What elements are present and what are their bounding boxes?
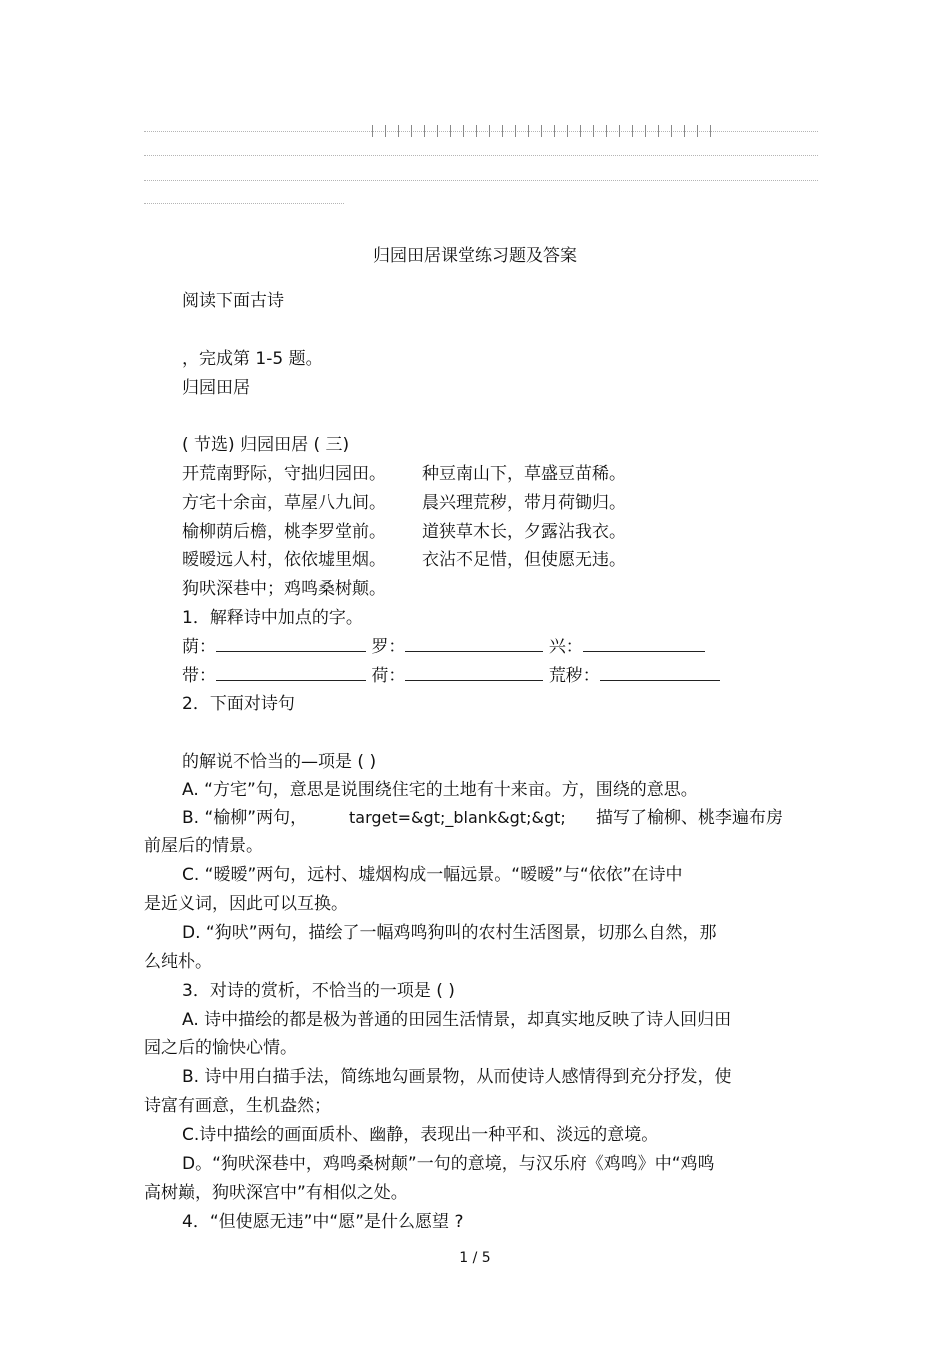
poem-subtitle: ( 节选) 归园田居 ( 三) [182,435,350,455]
option-b: 前屋后的情景。 [144,836,263,856]
fill-label: 荫： [182,637,216,657]
option-a: A. “方宅”句，意思是说围绕住宅的土地有十来亩。方，围绕的意思。 [182,780,698,800]
question-2-cont: 的解说不恰当的—项是 ( ) [182,752,377,772]
option-d: D。“狗吠深巷中，鸡鸣桑树颠”一句的意境，与汉乐府《鸡鸣》中“鸡鸣 [182,1154,715,1174]
poem-line: 衣沾不足惜，但使愿无违。 [422,550,626,570]
answer-blank[interactable] [405,635,543,652]
option-c: 是近义词，因此可以互换。 [144,894,348,914]
answer-blank[interactable] [600,664,720,681]
answer-blank[interactable] [405,664,543,681]
option-d: 高树巅，狗吠深宫中”有相似之处。 [144,1183,408,1203]
poem-line: 暧暧远人村，依依墟里烟。 [182,550,386,570]
poem-line: 种豆南山下，草盛豆苗稀。 [422,464,626,484]
answer-blank[interactable] [216,635,366,652]
option-c: C.诗中描绘的画面质朴、幽静，表现出一种平和、淡远的意境。 [182,1125,659,1145]
fill-row [182,635,705,659]
page-title: 归园田居课堂练习题及答案 [373,246,577,266]
option-b: 诗富有画意，生机盎然； [144,1096,331,1116]
option-a: A. 诗中描绘的都是极为普通的田园生活情景，却真实地反映了诗人回归田 [182,1010,732,1030]
intro-text: ，完成第 1-5 题。 [182,349,323,369]
header-noise [144,178,818,183]
option-d: 么纯朴。 [144,952,212,972]
poem-line: 道狭草木长，夕露沾我衣。 [422,522,626,542]
option-d: D. “狗吠”两句，描绘了一幅鸡鸣狗叫的农村生活图景，切那么自然，那 [182,923,717,943]
poem-line: 榆柳荫后檐，桃李罗堂前。 [182,522,386,542]
header-noise [144,201,344,206]
fill-label: 荷： [371,666,406,686]
poem-line: 方宅十余亩，草屋八九间。 [182,493,386,513]
fill-label: 罗： [371,637,406,657]
page-number: 1 / 5 [459,1250,491,1266]
question-3: 3．对诗的赏析，不恰当的一项是 ( ) [182,981,455,1001]
answer-blank[interactable] [583,635,705,652]
option-a: 园之后的愉快心情。 [144,1038,297,1058]
poem-line: 狗吠深巷中；鸡鸣桑树颠。 [182,579,386,599]
answer-blank[interactable] [216,664,366,681]
poem-name: 归园田居 [182,378,250,398]
fill-label: 带： [182,666,216,686]
poem-line: 开荒南野际，守拙归园田。 [182,464,386,484]
fill-label: 兴： [548,637,583,657]
fill-row [182,664,720,688]
intro-text: 阅读下面古诗 [182,291,284,311]
header-noise [144,153,818,158]
poem-line: 晨兴理荒秽，带月荷锄归。 [422,493,626,513]
header-noise [144,129,818,134]
question-1: 1．解释诗中加点的字。 [182,608,363,628]
question-2: 2．下面对诗句 [182,694,295,714]
fill-label: 荒秽： [548,666,600,686]
option-c: C. “暧暧”两句，远村、墟烟构成一幅远景。“暧暧”与“依依”在诗中 [182,865,683,885]
option-b: B. 诗中用白描手法，简练地勾画景物，从而使诗人感情得到充分抒发，使 [182,1067,732,1087]
option-b: B. “榆柳”两句， [182,808,308,828]
question-4: 4．“但使愿无违”中“愿”是什么愿望 ? [182,1212,464,1232]
option-b: 描写了榆柳、桃李遍布房 [596,808,783,828]
stray-code-text: target=&gt;_blank&gt;&gt; [349,808,566,827]
